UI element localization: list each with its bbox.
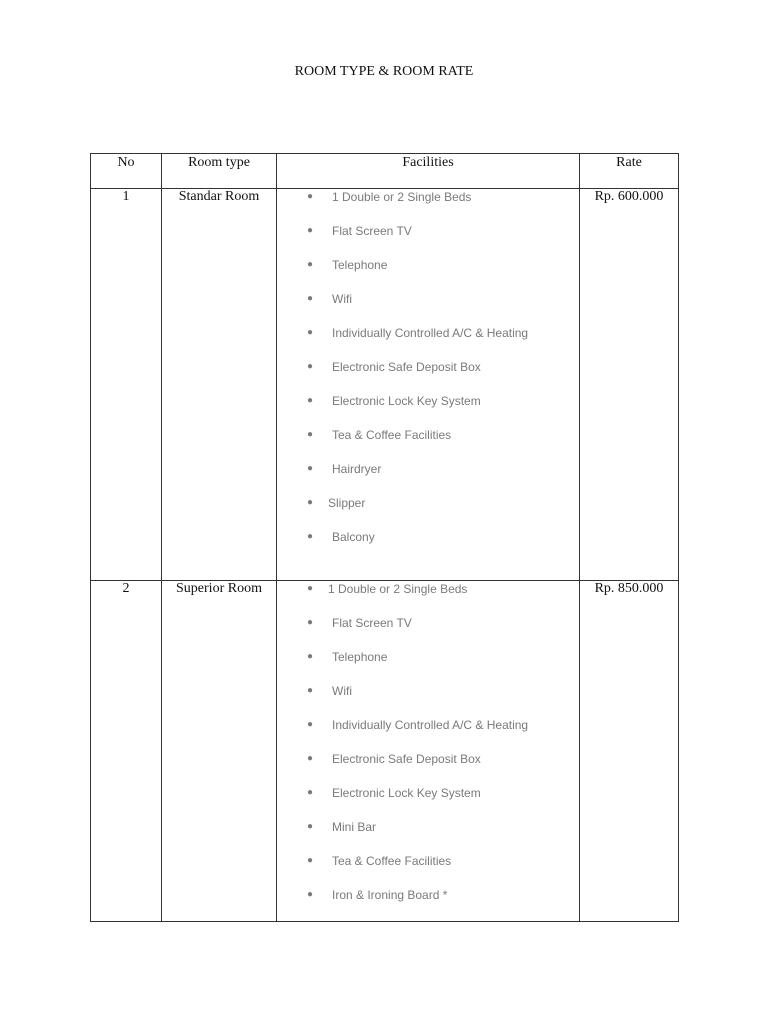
list-item (277, 461, 579, 495)
facility-text: Telephone (332, 258, 388, 272)
facility-text: Electronic Safe Deposit Box (332, 360, 481, 374)
facility-text: Wifi (332, 292, 352, 306)
list-item (277, 223, 579, 257)
room-rate-table (90, 153, 679, 922)
bullet-icon: ● (307, 685, 314, 696)
facility-text: Telephone (332, 650, 388, 664)
list-item (277, 427, 579, 461)
bullet-icon: ● (307, 191, 314, 202)
facilities-list (277, 189, 579, 563)
bullet-icon: ● (307, 753, 314, 764)
bullet-icon: ● (307, 787, 314, 798)
table-row (91, 581, 679, 922)
facility-text: Electronic Lock Key System (332, 786, 481, 800)
facility-text: Wifi (332, 684, 352, 698)
bullet-icon: ● (307, 361, 314, 372)
list-item (277, 819, 579, 853)
table-row (91, 189, 679, 581)
facility-text: Hairdryer (332, 462, 382, 476)
list-item (277, 325, 579, 359)
bullet-icon: ● (307, 463, 314, 474)
list-item (277, 717, 579, 751)
facility-text: Individually Controlled A/C & Heating (332, 326, 529, 340)
page-title: ROOM TYPE & ROOM RATE (294, 64, 474, 79)
bullet-icon: ● (307, 259, 314, 270)
facilities-cell (277, 581, 580, 922)
facility-text: Iron & Ironing Board * (332, 888, 448, 902)
facility-text: Balcony (332, 530, 375, 544)
bullet-icon: ● (307, 583, 314, 594)
list-item (277, 853, 579, 887)
facility-text: Tea & Coffee Facilities (332, 428, 452, 442)
list-item (277, 529, 579, 563)
facilities-cell (277, 189, 580, 581)
header-room-type: Room type (162, 154, 277, 189)
list-item (277, 189, 579, 223)
facility-text: Flat Screen TV (332, 224, 412, 238)
list-item (277, 683, 579, 717)
list-item (277, 359, 579, 393)
facility-text: Tea & Coffee Facilities (332, 854, 452, 868)
bullet-icon: ● (307, 531, 314, 542)
list-item (277, 393, 579, 427)
list-item (277, 581, 579, 615)
list-item (277, 291, 579, 325)
facility-text: 1 Double or 2 Single Beds (328, 582, 468, 596)
room-rate: Rp. 600.000 (580, 189, 679, 581)
list-item (277, 785, 579, 819)
bullet-icon: ● (307, 719, 314, 730)
list-item (277, 257, 579, 291)
bullet-icon: ● (307, 497, 314, 508)
bullet-icon: ● (307, 225, 314, 236)
bullet-icon: ● (307, 395, 314, 406)
room-rate: Rp. 850.000 (580, 581, 679, 922)
bullet-icon: ● (307, 293, 314, 304)
bullet-icon: ● (307, 855, 314, 866)
list-item (277, 751, 579, 785)
bullet-icon: ● (307, 617, 314, 628)
bullet-icon: ● (307, 889, 314, 900)
facility-text: Flat Screen TV (332, 616, 412, 630)
facility-text: Electronic Safe Deposit Box (332, 752, 481, 766)
facility-text: Individually Controlled A/C & Heating (332, 718, 529, 732)
header-no: No (91, 154, 162, 189)
bullet-icon: ● (307, 821, 314, 832)
bullet-icon: ● (307, 429, 314, 440)
facility-text: Mini Bar (332, 820, 377, 834)
facility-text: Slipper (328, 496, 366, 510)
header-facilities: Facilities (277, 154, 580, 189)
list-item (277, 495, 579, 529)
facility-text: Electronic Lock Key System (332, 394, 481, 408)
header-rate: Rate (580, 154, 679, 189)
table-header-row (91, 154, 679, 189)
facility-text: 1 Double or 2 Single Beds (332, 190, 472, 204)
list-item (277, 887, 579, 921)
facilities-list (277, 581, 579, 921)
row-number: 1 (91, 189, 162, 581)
list-item (277, 615, 579, 649)
row-number: 2 (91, 581, 162, 922)
room-type: Standar Room (162, 189, 277, 581)
bullet-icon: ● (307, 651, 314, 662)
bullet-icon: ● (307, 327, 314, 338)
list-item (277, 649, 579, 683)
room-type: Superior Room (162, 581, 277, 922)
